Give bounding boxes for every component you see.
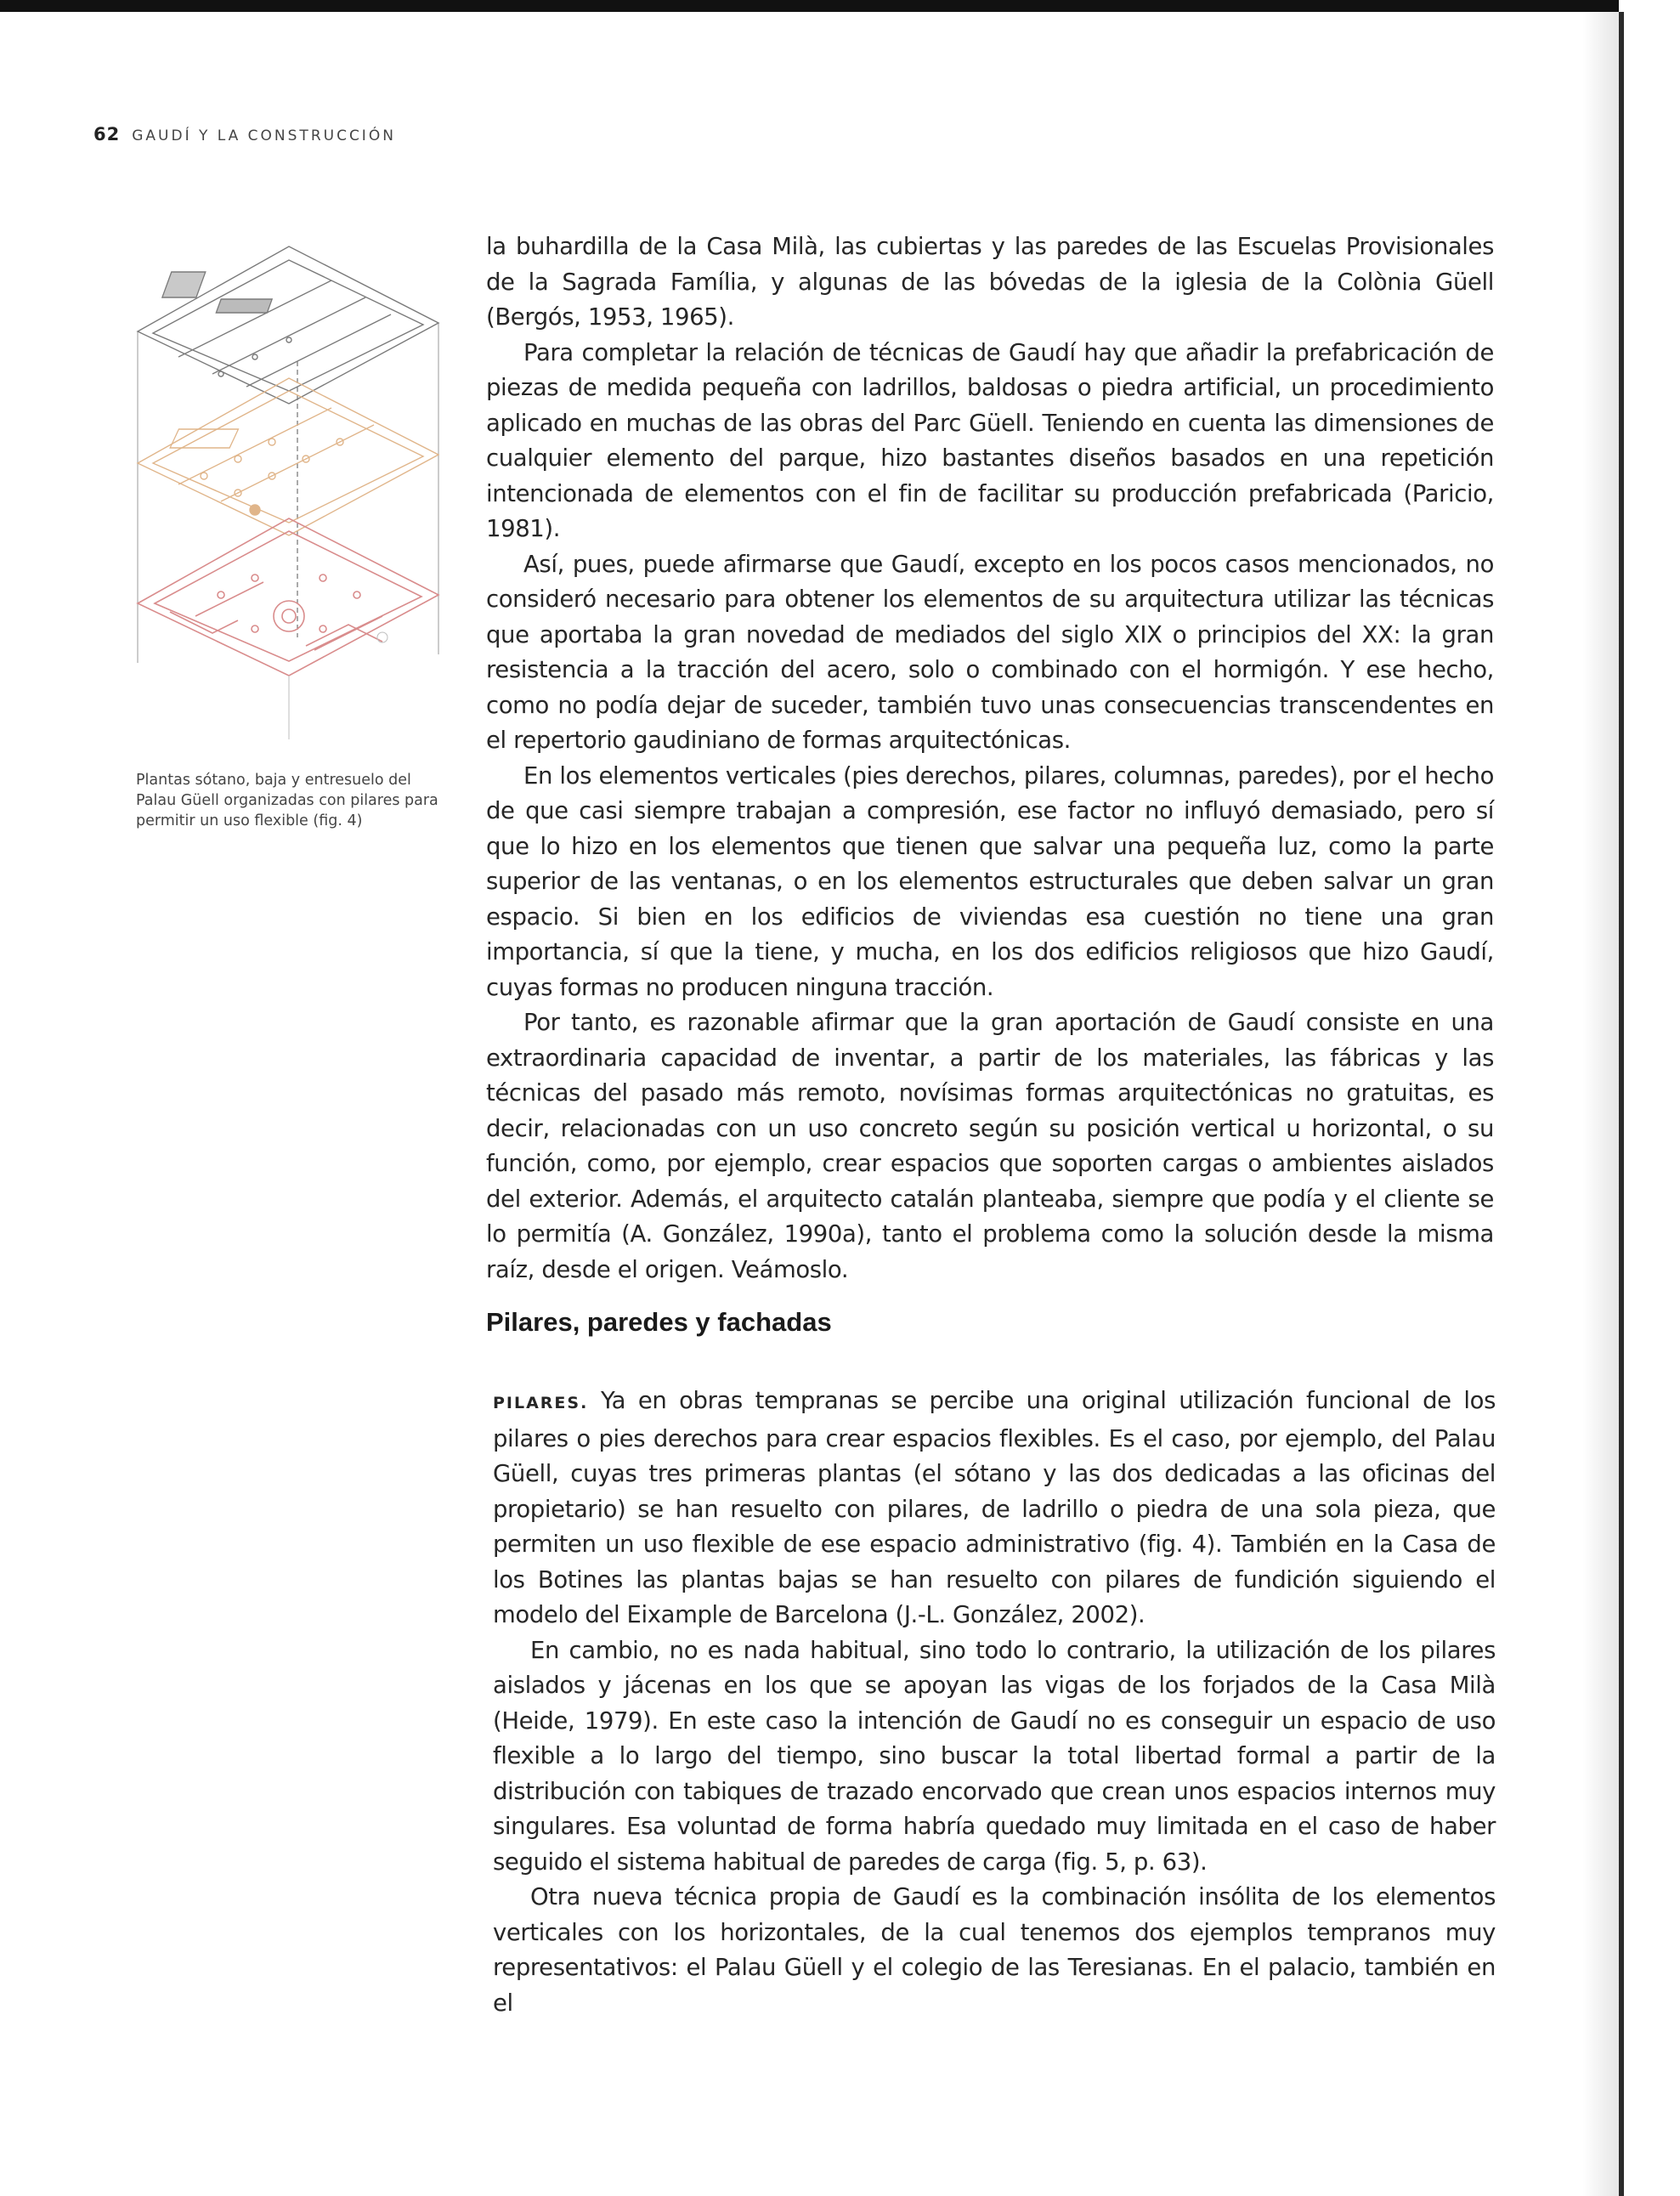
axonometric-plans-figure: [127, 229, 450, 756]
figure-caption: [136, 770, 442, 831]
section-text: [493, 1384, 1496, 2021]
page-top-edge: [0, 0, 1680, 12]
paragraph-4: En los elementos verticales (pies derechos, pilares, columnas, paredes), por el hecho de que casi siempre trabajan a compresión, ese factor no influyó demasiado, pero sí que lo hizo en los elementos que tienen que salvar una pequeña luz, como la parte superior de las ventanas, o en los elementos estructurales que deben salvar un gran espacio. Si bien en los edificios de viviendas esa cuestión no tiene una gran importancia, sí que la tiene, y mucha, en los dos edificios religiosos que hizo Gaudí, cuyas formas no producen ninguna tracción.: [486, 761, 1494, 1001]
facing-page-edge: [1619, 0, 1680, 2196]
section-heading: Pilares, paredes y fachadas: [486, 1307, 832, 1337]
intro-text: [486, 229, 1494, 1288]
section-heading-block: [486, 1307, 1494, 1338]
paragraph-3: Así, pues, puede afirmarse que Gaudí, excepto en los pocos casos mencionados, no consideró necesario para obtener los elementos de su arquitectura utilizar las técnicas que aportaba la gran novedad de mediados del siglo XIX o principios del XX: la gran resistencia a la tracción del acero, solo o combinado con el hormigón. Y ese hecho, como no podía dejar de suceder, también tuvo unas consecuencias transcendentes en el repertorio gaudiniano de formas arquitectónicas.: [486, 550, 1494, 754]
top-plan: [138, 246, 438, 404]
book-title: GAUDÍ Y LA CONSTRUCCIÓN: [132, 127, 396, 144]
bottom-plan: [138, 518, 438, 676]
floor-plans-drawing: [127, 229, 450, 756]
section-paragraph-3: Otra nueva técnica propia de Gaudí es la combinación insólita de los elementos verticales con los horizontales, de la cual tenemos dos ejemplos tempranos muy representativos: el Palau Güell y el colegio de las Teresianas. En el palacio, también en el: [493, 1883, 1496, 2017]
section-paragraph-1-text: Ya en obras tempranas se percibe una original utilización funcional de los pilares o pies derechos para crear espacios flexibles. Es el caso, por ejemplo, del Palau Güell, cuyas tres primeras plantas (el sótano y las dos dedicadas a las oficinas del propietario) se han resuelto con pilares, de ladrillo o piedra de una sola pieza, que permiten un uso flexible de ese espacio administrativo (fig. 4). También en la Casa de los Botines las plantas bajas se han resuelto con pilares de fundición siguiendo el modelo del Eixample de Barcelona (J.-L. González, 2002).: [493, 1387, 1496, 1628]
gutter-shadow: [1582, 12, 1619, 2196]
running-head: [93, 124, 396, 150]
section-paragraph-2: En cambio, no es nada habitual, sino todo lo contrario, la utilización de los pilares aislados y jácenas en los que se apoyan las vigas de los forjados de la Casa Milà (Heide, 1979). En este caso la intención de Gaudí no es conseguir un espacio de uso flexible a lo largo del tiempo, sino buscar la total libertad formal a partir de la distribución con tabiques de trazado encorvado que crean unos espacios internos muy singulares. Esa voluntad de forma habría quedado muy limitada en el caso de haber seguido el sistema habitual de paredes de carga (fig. 5, p. 63).: [493, 1636, 1496, 1876]
page-number: 62: [93, 124, 121, 144]
paragraph-1: la buhardilla de la Casa Milà, las cubiertas y las paredes de las Escuelas Provisionales de la Sagrada Família, y algunas de las bóvedas de la iglesia de la Colònia Güell (Bergós, 1953, 1965).: [486, 233, 1494, 331]
middle-plan: [138, 378, 438, 535]
section-paragraph-1: [493, 1384, 1496, 1633]
caption-text: Plantas sótano, baja y entresuelo del Palau Güell organizadas con pilares para permitir un uso flexible (fig. 4): [136, 772, 438, 829]
page-edge-line: [1619, 12, 1624, 2196]
paragraph-2: Para completar la relación de técnicas de Gaudí hay que añadir la prefabricación de piezas de medida pequeña con ladrillos, baldosas o piedra artificial, un procedimiento aplicado en muchas de las obras del Parc Güell. Teniendo en cuenta las dimensiones de cualquier elemento del parque, hizo bastantes diseños basados en una repetición intencionada de elementos con el fin de facilitar su producción prefabricada (Paricio, 1981).: [486, 338, 1494, 542]
run-in-label: PILARES.: [493, 1394, 589, 1412]
paragraph-5: Por tanto, es razonable afirmar que la gran aportación de Gaudí consiste en una extraordinaria capacidad de inventar, a partir de los materiales, las fábricas y las técnicas del pasado más remoto, novísimas formas arquitectónicas no gratuitas, es decir, relacionadas con un uso concreto según su posición vertical u horizontal, o su función, como, por ejemplo, crear espacios que soporten cargas o ambientes aislados del exterior. Además, el arquitecto catalán planteaba, siempre que podía y el cliente se lo permitía (A. González, 1990a), tanto el problema como la solución desde la misma raíz, desde el origen. Veámoslo.: [486, 1009, 1494, 1283]
